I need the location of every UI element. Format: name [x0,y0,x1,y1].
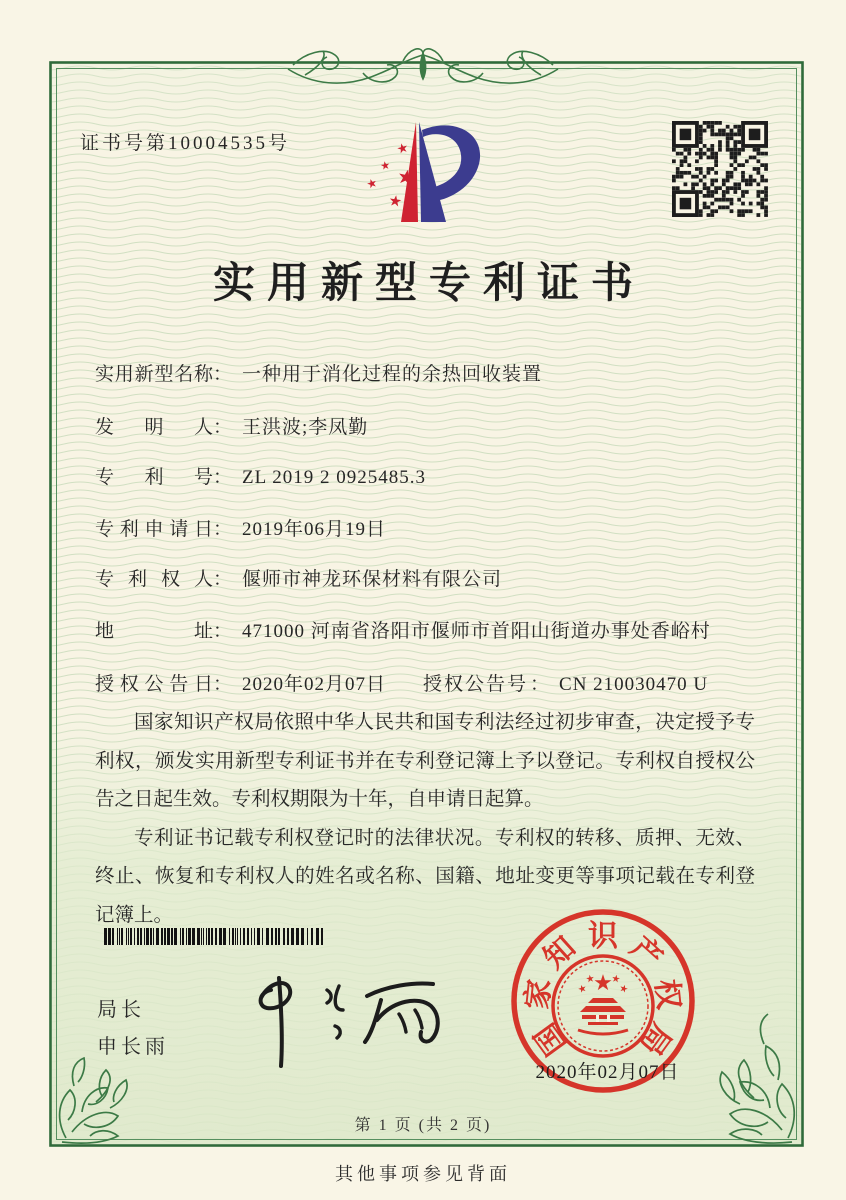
signer-name: 申长雨 [97,1036,169,1058]
svg-text:局: 局 [633,1017,678,1061]
cnipa-logo-icon [350,110,508,236]
legal-text [95,704,755,935]
qr-code [672,121,768,217]
svg-text:★: ★ [593,971,613,996]
seal-emblem [553,956,653,1056]
certificate-title: 实用新型专利证书 [212,261,645,307]
page-number: 第 1 页 (共 2 页) [354,1117,492,1134]
svg-text:识: 识 [588,920,618,953]
svg-text:★: ★ [394,163,418,191]
svg-text:★: ★ [610,973,622,986]
barcode [104,928,326,946]
svg-text:★: ★ [617,982,630,997]
legal-paragraph-1: 国家知识产权局依照中华人民共和国专利法经过初步审查，决定授予专利权，颁发实用新型专利证书并在专利登记簿上予以登记。专利权自授权公告之日起生效。专利权期限为十年，自申请日起算。 [95,712,755,810]
svg-text:★: ★ [576,982,589,997]
certificate-number: 证书号第10004535号 [80,133,291,154]
svg-text:★: ★ [395,140,411,158]
field-grant-date: 授权公告日： 2020年02月07日 授权公告号 ： CN 210030470 U [95,672,775,698]
back-note: 其他事项参见背面 [335,1164,511,1184]
field-grant-number: 授权公告号 ： CN 210030470 U [423,674,709,695]
svg-text:家: 家 [520,977,557,1011]
field-address: 地址： 471000 河南省洛阳市偃师市首阳山街道办事处香峪村 [95,621,711,642]
signer-block [97,992,169,1066]
field-inventor: 发明人： 王洪波;李凤勤 [95,417,369,438]
svg-text:国: 国 [528,1017,573,1061]
svg-text:★: ★ [387,191,404,211]
seal-date: 2020年02月07日 [535,1062,680,1083]
svg-text:★: ★ [364,175,380,192]
signer-title: 局长 [97,999,145,1021]
field-patentee: 专利权人： 偃师市神龙环保材料有限公司 [95,569,503,590]
director-signature [235,948,465,1078]
svg-text:★: ★ [379,158,392,173]
field-utility-name: 实用新型名称： 一种用于消化过程的余热回收装置 [95,364,543,385]
svg-text:权: 权 [649,977,686,1011]
svg-text:产: 产 [623,930,669,976]
field-patent-number: 专利号： ZL 2019 2 0925485.3 [95,467,427,488]
field-filing-date: 专利申请日： 2019年06月19日 [95,519,387,540]
legal-paragraph-2: 专利证书记载专利权登记时的法律状况。专利权的转移、质押、无效、终止、恢复和专利权人的姓名或名称、国籍、地址变更等事项记载在专利登记簿上。 [95,827,755,926]
svg-text:★: ★ [584,973,596,986]
svg-text:知: 知 [537,930,583,976]
